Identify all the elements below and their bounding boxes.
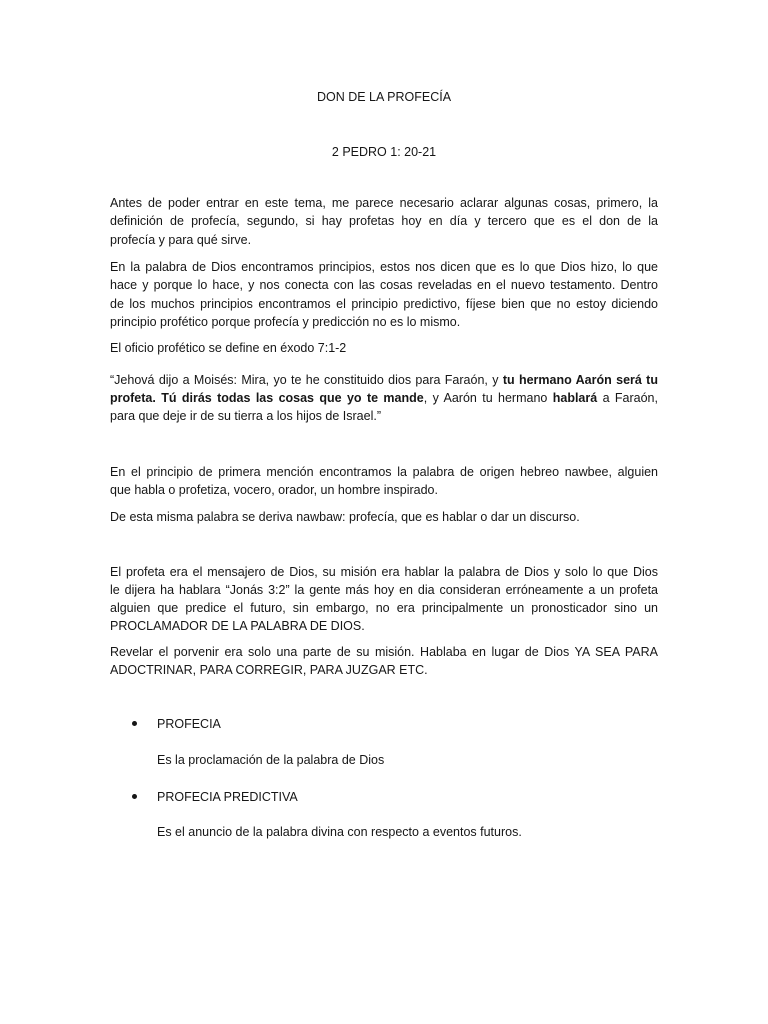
list-item-description: Es el anuncio de la palabra divina con respecto a eventos futuros. <box>157 825 522 839</box>
paragraph-office <box>110 339 658 357</box>
text-line: principio profético porque profecía y predicción no es lo mismo. <box>110 314 461 329</box>
list-item-description: Es la proclamación de la palabra de Dios <box>157 753 385 767</box>
text-line: Revelar el porvenir era solo una parte de su misión. Hablaba en lugar de Dios YA SEA PARA <box>110 645 658 659</box>
text-line: De esta misma palabra se deriva nawbaw: profecía, que es hablar o dar un discurso. <box>110 510 580 524</box>
bullet-icon <box>132 721 137 726</box>
text-line: que habla o profetiza, vocero, orador, un hombre inspirado. <box>110 483 438 498</box>
paragraph-reveal <box>110 643 658 680</box>
text-line: El oficio profético se define en éxodo 7:1-2 <box>110 341 347 355</box>
list-item-heading: PROFECIA PREDICTIVA <box>157 790 298 804</box>
text-line: En el principio de primera mención encontramos la palabra de origen hebreo nawbee, alguien <box>110 465 658 479</box>
text-line: para que deje ir de su tierra a los hijos de Israel.” <box>110 409 381 423</box>
text-line: le dijera ha hablara “Jonás 3:2” la gente más hoy en dia consideran erróneamente a un profeta <box>110 583 658 597</box>
text-line: hace y porque lo hace, y nos conecta con las cosas reveladas en el nuevo testamento. Dentro <box>110 278 658 293</box>
paragraph-nawbaw <box>110 508 658 526</box>
text-line: profecía y para qué sirve. <box>110 232 252 247</box>
text-run: , y Aarón tu hermano <box>423 391 553 405</box>
text-line: En la palabra de Dios encontramos principios, estos nos dicen que es lo que Dios hizo, lo que <box>110 260 658 274</box>
scripture-reference: 2 PEDRO 1: 20-21 <box>331 145 437 159</box>
text-run: a Faraón, <box>597 391 658 405</box>
bold-text-run: tu hermano Aarón será tu <box>502 373 658 387</box>
text-line: PROCLAMADOR DE LA PALABRA DE DIOS. <box>110 619 365 633</box>
paragraph-nawbee <box>110 463 658 500</box>
text-line <box>110 371 658 389</box>
paragraph-prophet <box>110 563 658 635</box>
text-line: definición de profecía, segundo, si hay profetas hoy en día y tercero que es el don de la <box>110 214 658 229</box>
text-line: ADOCTRINAR, PARA CORREGIR, PARA JUZGAR ETC. <box>110 663 428 678</box>
bold-text-run: profeta. Tú dirás todas las cosas que yo te mande <box>110 391 424 405</box>
bullet-icon <box>132 794 137 799</box>
text-line <box>110 389 658 407</box>
document-title: DON DE LA PROFECÍA <box>316 90 452 104</box>
paragraph-principles <box>110 258 658 331</box>
list-item-heading: PROFECIA <box>157 717 221 731</box>
paragraph-intro <box>110 194 658 249</box>
text-line: El profeta era el mensajero de Dios, su misión era hablar la palabra de Dios y solo lo que Dios <box>110 565 658 579</box>
scripture-quote <box>110 371 658 425</box>
text-run: “Jehová dijo a Moisés: Mira, yo te he constituido dios para Faraón, y <box>110 373 503 387</box>
text-line: de los muchos principios encontramos el principio predictivo, fíjese bien que no estoy diciendo <box>110 296 658 311</box>
bold-text-run: hablará <box>552 391 598 405</box>
text-line: Antes de poder entrar en este tema, me parece necesario aclarar algunas cosas, primero, la <box>110 196 658 210</box>
text-line: alguien que predice el futuro, sin embargo, no era principalmente un pronosticador sino un <box>110 601 658 615</box>
